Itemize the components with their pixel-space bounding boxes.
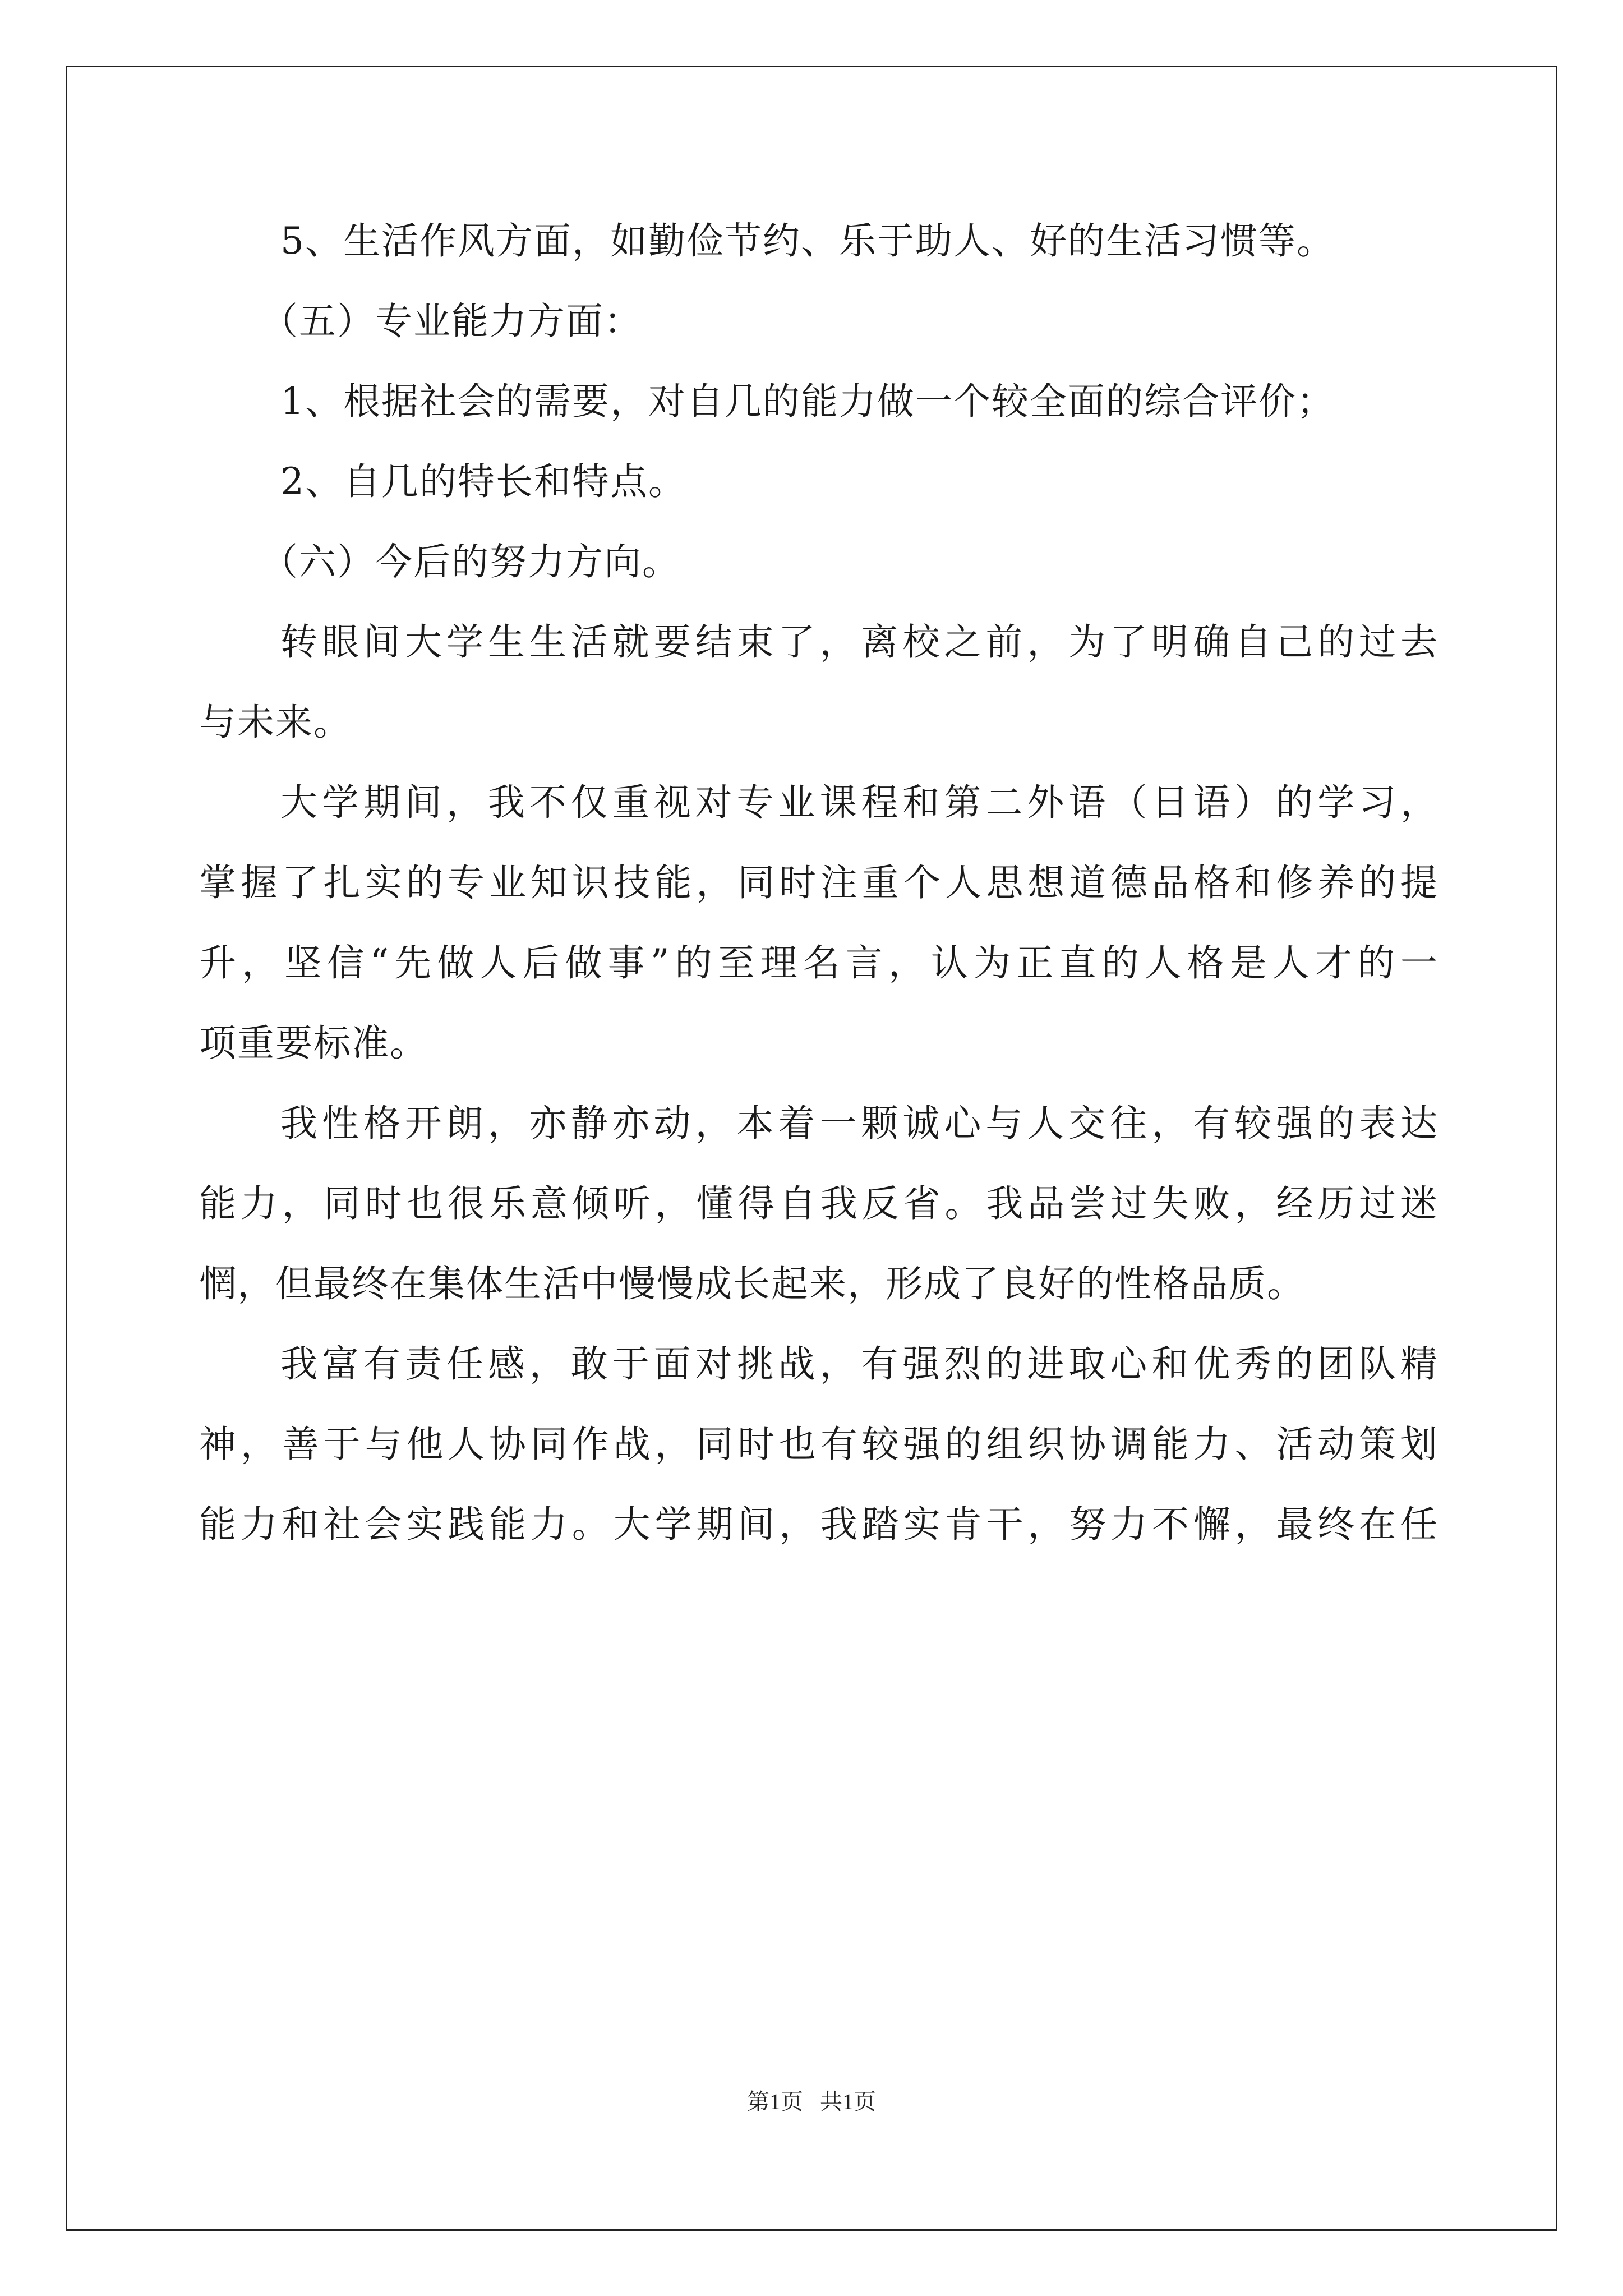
list-item-self-evaluation: 1、根据社会的需要，对自几的能力做一个较全面的综合评价； [280, 380, 1335, 423]
paragraph-line: 能力和社会实践能力。大学期间，我踏实肯干，努力不懈，最终在任 [199, 1503, 1438, 1546]
list-item-strengths: 2、自几的特长和特点。 [280, 460, 686, 503]
section-heading-future-direction: （六）今后的努力方向。 [261, 540, 680, 583]
paragraph-line: 掌握了扎实的专业知识技能，同时注重个人思想道德品格和修养的提 [199, 861, 1438, 904]
paragraph-line: 转眼间大学生生活就要结束了，离校之前，为了明确自己的过去 [280, 620, 1438, 664]
list-item-lifestyle: 5、生活作风方面，如勤俭节约、乐于助人、好的生活习惯等。 [280, 219, 1335, 263]
section-heading-professional-ability: （五）专业能力方面： [261, 300, 642, 343]
paragraph-line: 我富有责任感，敢于面对挑战，有强烈的进取心和优秀的团队精 [280, 1342, 1438, 1386]
paragraph-line: 大学期间，我不仅重视对专业课程和第二外语（日语）的学习， [280, 781, 1438, 824]
paragraph-line: 我性格开朗，亦静亦动，本着一颗诚心与人交往，有较强的表达 [280, 1102, 1438, 1145]
paragraph-line: 与未来。 [199, 701, 352, 744]
paragraph-line: 项重要标准。 [199, 1022, 428, 1065]
paragraph-line: 能力，同时也很乐意倾听，懂得自我反省。我品尝过失败，经历过迷 [199, 1182, 1438, 1225]
paragraph-line: 神，善于与他人协同作战，同时也有较强的组织协调能力、活动策划 [199, 1423, 1438, 1466]
page-footer: 第1页 共1页 [747, 2089, 876, 2114]
paragraph-line: 惘，但最终在集体生活中慢慢成长起来，形成了良好的性格品质。 [199, 1262, 1305, 1305]
paragraph-line: 升，坚信“先做人后做事”的至理名言，认为正直的人格是人才的一 [199, 941, 1438, 984]
